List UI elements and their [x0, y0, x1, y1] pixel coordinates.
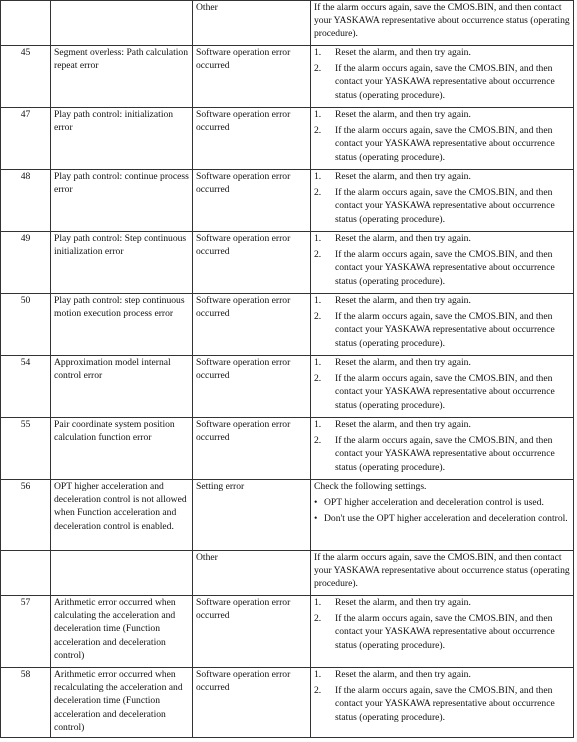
table-row	[1, 170, 574, 232]
alarm-cause: Software operation error occurred	[193, 170, 311, 232]
alarm-message: OPT higher acceleration and deceleration control is not allowed when Function acceleration and deceleration control is enabled.	[51, 480, 193, 551]
alarm-message: Segment overless: Path calculation repeat error	[51, 46, 193, 108]
alarm-number: 49	[1, 232, 51, 294]
remedy-step: 2. If the alarm occurs again, save the CMOS.BIN, and then contact your YASKAWA representative about occurrence status (operating procedure).	[314, 613, 555, 651]
remedy-step: 1. Reset the alarm, and then try again.	[314, 295, 471, 306]
alarm-number	[1, 551, 51, 596]
alarm-cause: Software operation error occurred	[193, 668, 311, 738]
alarm-message	[51, 551, 193, 596]
remedy-text: If the alarm occurs again, save the CMOS.BIN, and then contact your YASKAWA representative about occurrence status (operating procedure).	[314, 552, 570, 590]
alarm-cause: Setting error	[193, 480, 311, 551]
alarm-message: Pair coordinate system position calculation function error	[51, 418, 193, 480]
alarm-number: 54	[1, 356, 51, 418]
remedy-step: 2. If the alarm occurs again, save the CMOS.BIN, and then contact your YASKAWA representative about occurrence status (operating procedure).	[314, 373, 555, 411]
alarm-number: 45	[1, 46, 51, 108]
alarm-remedy	[311, 418, 574, 480]
table-row	[1, 108, 574, 170]
alarm-remedy	[311, 108, 574, 170]
alarm-number: 57	[1, 596, 51, 668]
alarm-remedy	[311, 294, 574, 356]
table-row	[1, 480, 574, 551]
alarm-remedy	[311, 170, 574, 232]
alarm-message: Arithmetic error occurred when calculating the acceleration and deceleration time (Function acceleration and deceleration control)	[51, 596, 193, 668]
alarm-remedy	[311, 480, 574, 551]
remedy-step: 2. If the alarm occurs again, save the CMOS.BIN, and then contact your YASKAWA representative about occurrence status (operating procedure).	[314, 435, 555, 473]
alarm-message: Play path control: continue process error	[51, 170, 193, 232]
alarm-number: 58	[1, 668, 51, 738]
remedy-text: If the alarm occurs again, save the CMOS.BIN, and then contact your YASKAWA representative about occurrence status (operating procedure).	[314, 2, 570, 40]
remedy-bullet: • Don't use the OPT higher acceleration and deceleration control.	[314, 513, 568, 525]
remedy-text: Check the following settings.	[314, 481, 427, 492]
table-row	[1, 46, 574, 108]
remedy-step: 2. If the alarm occurs again, save the CMOS.BIN, and then contact your YASKAWA representative about occurrence status (operating procedure).	[314, 249, 555, 287]
alarm-remedy	[311, 356, 574, 418]
table-row	[1, 668, 574, 738]
alarm-message: Play path control: step continuous motion execution process error	[51, 294, 193, 356]
table-row	[1, 1, 574, 46]
alarm-message: Arithmetic error occurred when recalculating the acceleration and deceleration time (Function acceleration and deceleration control)	[51, 668, 193, 738]
table-row	[1, 551, 574, 596]
remedy-step: 2. If the alarm occurs again, save the CMOS.BIN, and then contact your YASKAWA representative about occurrence status (operating procedure).	[314, 187, 555, 225]
table-row	[1, 596, 574, 668]
table-row	[1, 294, 574, 356]
alarm-cause: Software operation error occurred	[193, 232, 311, 294]
alarm-number	[1, 1, 51, 46]
remedy-step: 1. Reset the alarm, and then try again.	[314, 109, 471, 120]
remedy-step: 2. If the alarm occurs again, save the CMOS.BIN, and then contact your YASKAWA representative about occurrence status (operating procedure).	[314, 125, 555, 163]
table-row	[1, 356, 574, 418]
alarm-cause: Software operation error occurred	[193, 108, 311, 170]
alarm-remedy	[311, 596, 574, 668]
table-row	[1, 418, 574, 480]
alarm-cause: Software operation error occurred	[193, 46, 311, 108]
remedy-step: 1. Reset the alarm, and then try again.	[314, 669, 471, 680]
alarm-message: Play path control: initialization error	[51, 108, 193, 170]
alarm-remedy	[311, 668, 574, 738]
remedy-step: 1. Reset the alarm, and then try again.	[314, 357, 471, 368]
alarm-number: 48	[1, 170, 51, 232]
alarm-message: Approximation model internal control error	[51, 356, 193, 418]
remedy-step: 1. Reset the alarm, and then try again.	[314, 233, 471, 244]
remedy-bullet: • OPT higher acceleration and deceleration control is used.	[314, 497, 544, 509]
alarm-cause: Software operation error occurred	[193, 356, 311, 418]
remedy-step: 1. Reset the alarm, and then try again.	[314, 171, 471, 182]
remedy-step: 1. Reset the alarm, and then try again.	[314, 597, 471, 608]
alarm-cause: Other	[193, 1, 311, 46]
alarm-cause: Software operation error occurred	[193, 294, 311, 356]
remedy-step: 2. If the alarm occurs again, save the CMOS.BIN, and then contact your YASKAWA representative about occurrence status (operating procedure).	[314, 311, 555, 349]
alarm-cause: Other	[193, 551, 311, 596]
alarm-message	[51, 1, 193, 46]
remedy-step: 2. If the alarm occurs again, save the CMOS.BIN, and then contact your YASKAWA representative about occurrence status (operating procedure).	[314, 685, 555, 723]
remedy-step: 1. Reset the alarm, and then try again.	[314, 419, 471, 430]
alarm-number: 55	[1, 418, 51, 480]
alarm-number: 50	[1, 294, 51, 356]
alarm-remedy	[311, 46, 574, 108]
alarm-remedy	[311, 232, 574, 294]
remedy-step: 1. Reset the alarm, and then try again.	[314, 47, 471, 58]
table-row	[1, 232, 574, 294]
alarm-cause: Software operation error occurred	[193, 418, 311, 480]
alarm-number: 56	[1, 480, 51, 551]
alarm-remedy	[311, 551, 574, 596]
alarm-number: 47	[1, 108, 51, 170]
alarm-message: Play path control: Step continuous initialization error	[51, 232, 193, 294]
alarm-remedy	[311, 1, 574, 46]
remedy-step: 2. If the alarm occurs again, save the CMOS.BIN, and then contact your YASKAWA representative about occurrence status (operating procedure).	[314, 63, 555, 101]
alarm-cause: Software operation error occurred	[193, 596, 311, 668]
